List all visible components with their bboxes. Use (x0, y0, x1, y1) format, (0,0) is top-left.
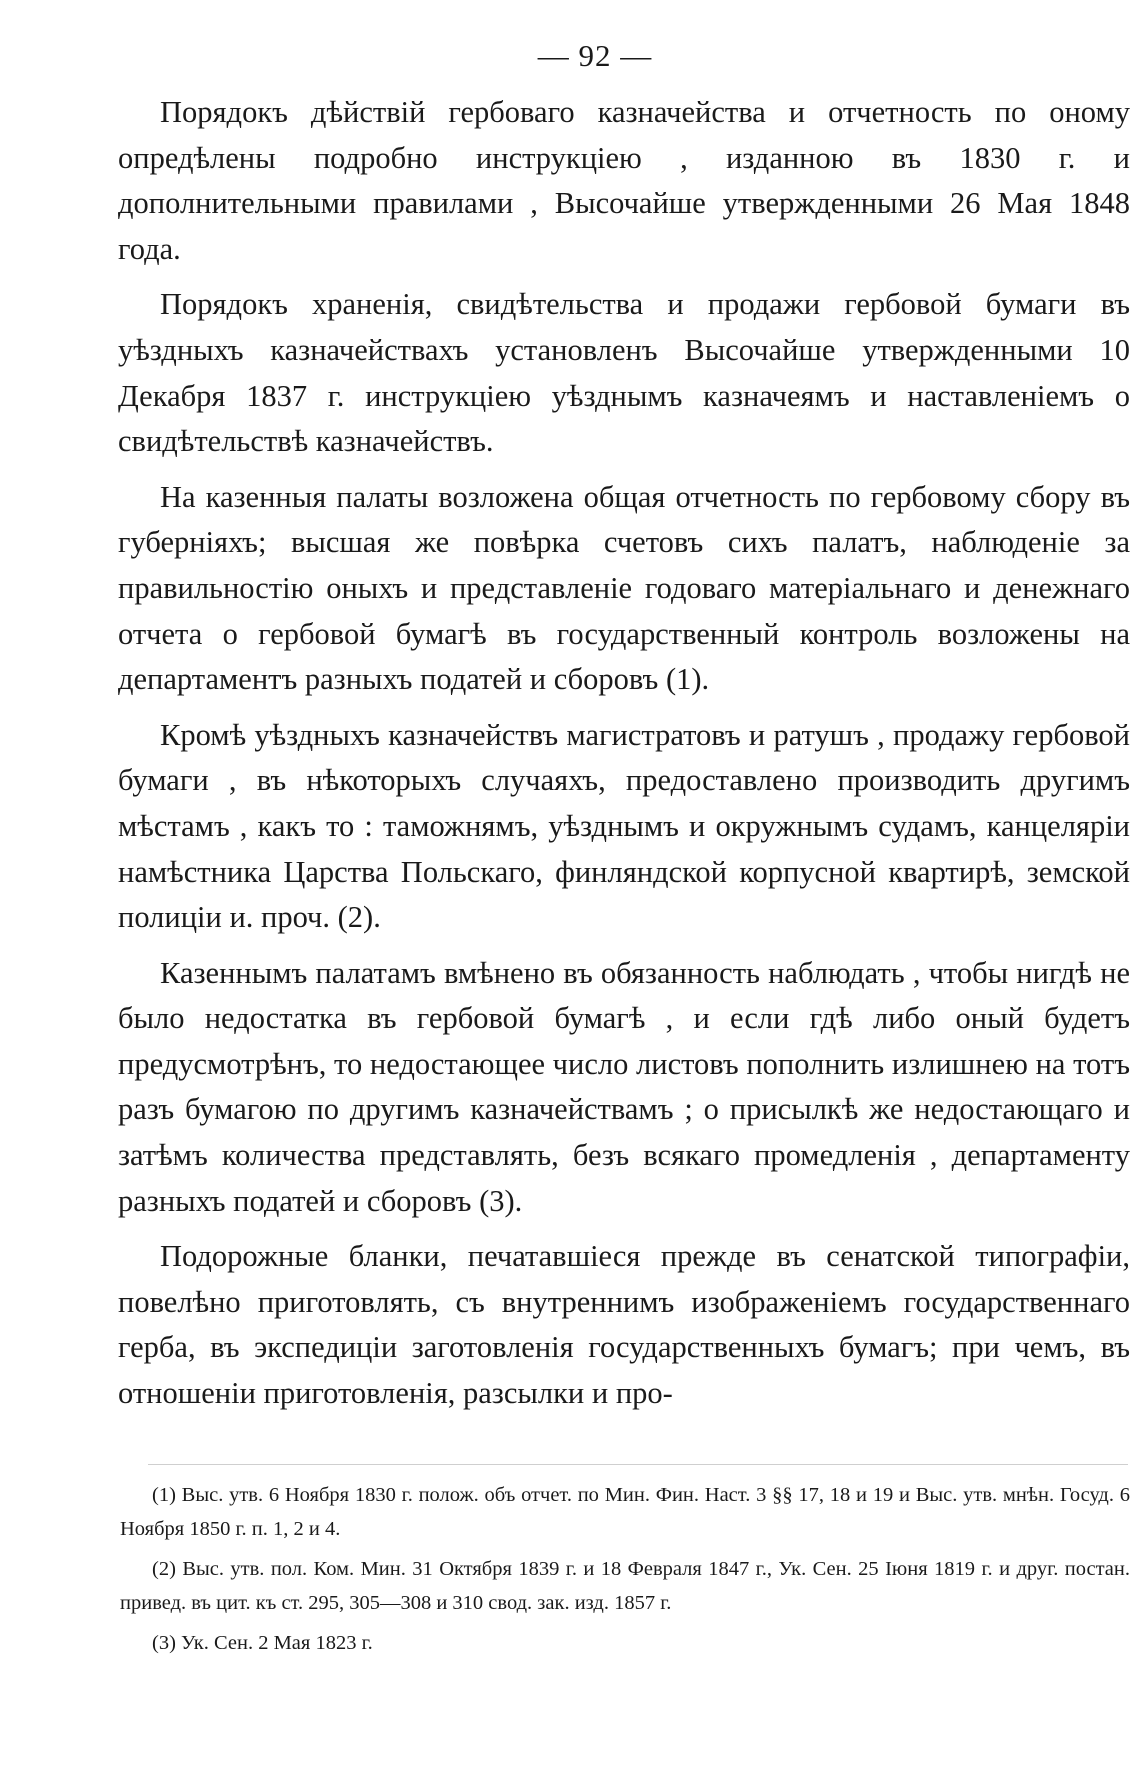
paragraph-1: Порядокъ дѣйствій гербоваго казначейства и отчетность по оному опредѣлены подробно инструкціею , изданною въ 1830 г. и дополнительными правилами , Высочайше утвержденными 26 Мая 1848 года. (118, 95, 1130, 266)
paragraph-6: Подорожные бланки, печатавшіеся прежде въ сенатской типографіи, повелѣно приготовлять, съ внутреннимъ изображеніемъ государственнаго герба, въ экспедиціи заготовленія государственныхъ бумагъ; при чемъ, въ отношеніи приготовленія, разсылки и про- (118, 1239, 1130, 1411)
footnotes (120, 1478, 1130, 1666)
paragraph-4: Кромѣ уѣздныхъ казначействъ магистратовъ и ратушъ , продажу гербовой бумаги , въ нѣкоторыхъ случаяхъ, предоставлено производить другимъ мѣстамъ , какъ то : таможнямъ, уѣзднымъ и окружнымъ судамъ, канцеляріи намѣстника Царства Польскаго, финляндской корпусной квартирѣ, земской полиціи и. проч. (2). (118, 717, 1130, 935)
page-number: — 92 — (537, 38, 653, 73)
footnote-2: (2) Выс. утв. пол. Ком. Мин. 31 Октября 1839 г. и 18 Февраля 1847 г., Ук. Сен. 25 Іюня 1819 г. и друг. постан. привед. въ цит. къ ст. 295, 305—308 и 310 свод. зак. изд. 1857 г. (120, 1558, 1130, 1614)
footnote-3: (3) Ук. Сен. 2 Мая 1823 г. (152, 1632, 373, 1654)
paragraph-3: На казенныя палаты возложена общая отчетность по гербовому сбору въ губерніяхъ; высшая же повѣрка счетовъ сихъ палатъ, наблюденіе за правильностію оныхъ и представленіе годоваго матеріальнаго и денежнаго отчета о гербовой бумагѣ въ государственный контроль возложены на департаментъ разныхъ податей и сборовъ (1). (118, 479, 1130, 697)
footnote-divider (148, 1464, 1128, 1465)
main-text (118, 90, 1130, 1427)
paragraph-2: Порядокъ храненія, свидѣтельства и продажи гербовой бумаги въ уѣздныхъ казначействахъ установленъ Высочайше утвержденными 10 Декабря 1837 г. инструкціею уѣзднымъ казначеямъ и наставленіемъ о свидѣтельствѣ казначействъ. (118, 287, 1130, 459)
footnote-1: (1) Выс. утв. 6 Ноября 1830 г. полож. объ отчет. по Мин. Фин. Наст. 3 §§ 17, 18 и 19 и Выс. утв. мнѣн. Госуд. 6 Ноября 1850 г. п. 1, 2 и 4. (120, 1484, 1130, 1540)
paragraph-5: Казеннымъ палатамъ вмѣнено въ обязанность наблюдать , чтобы нигдѣ не было недостатка въ гербовой бумагѣ , и если гдѣ либо оный будетъ предусмотрѣнъ, то недостающее число листовъ пополнить излишнею на тотъ разъ бумагою по другимъ казначействамъ ; о присылкѣ же недостающаго и затѣмъ количества представлять, безъ всякаго промедленія , департаменту разныхъ податей и сборовъ (3). (118, 955, 1130, 1218)
